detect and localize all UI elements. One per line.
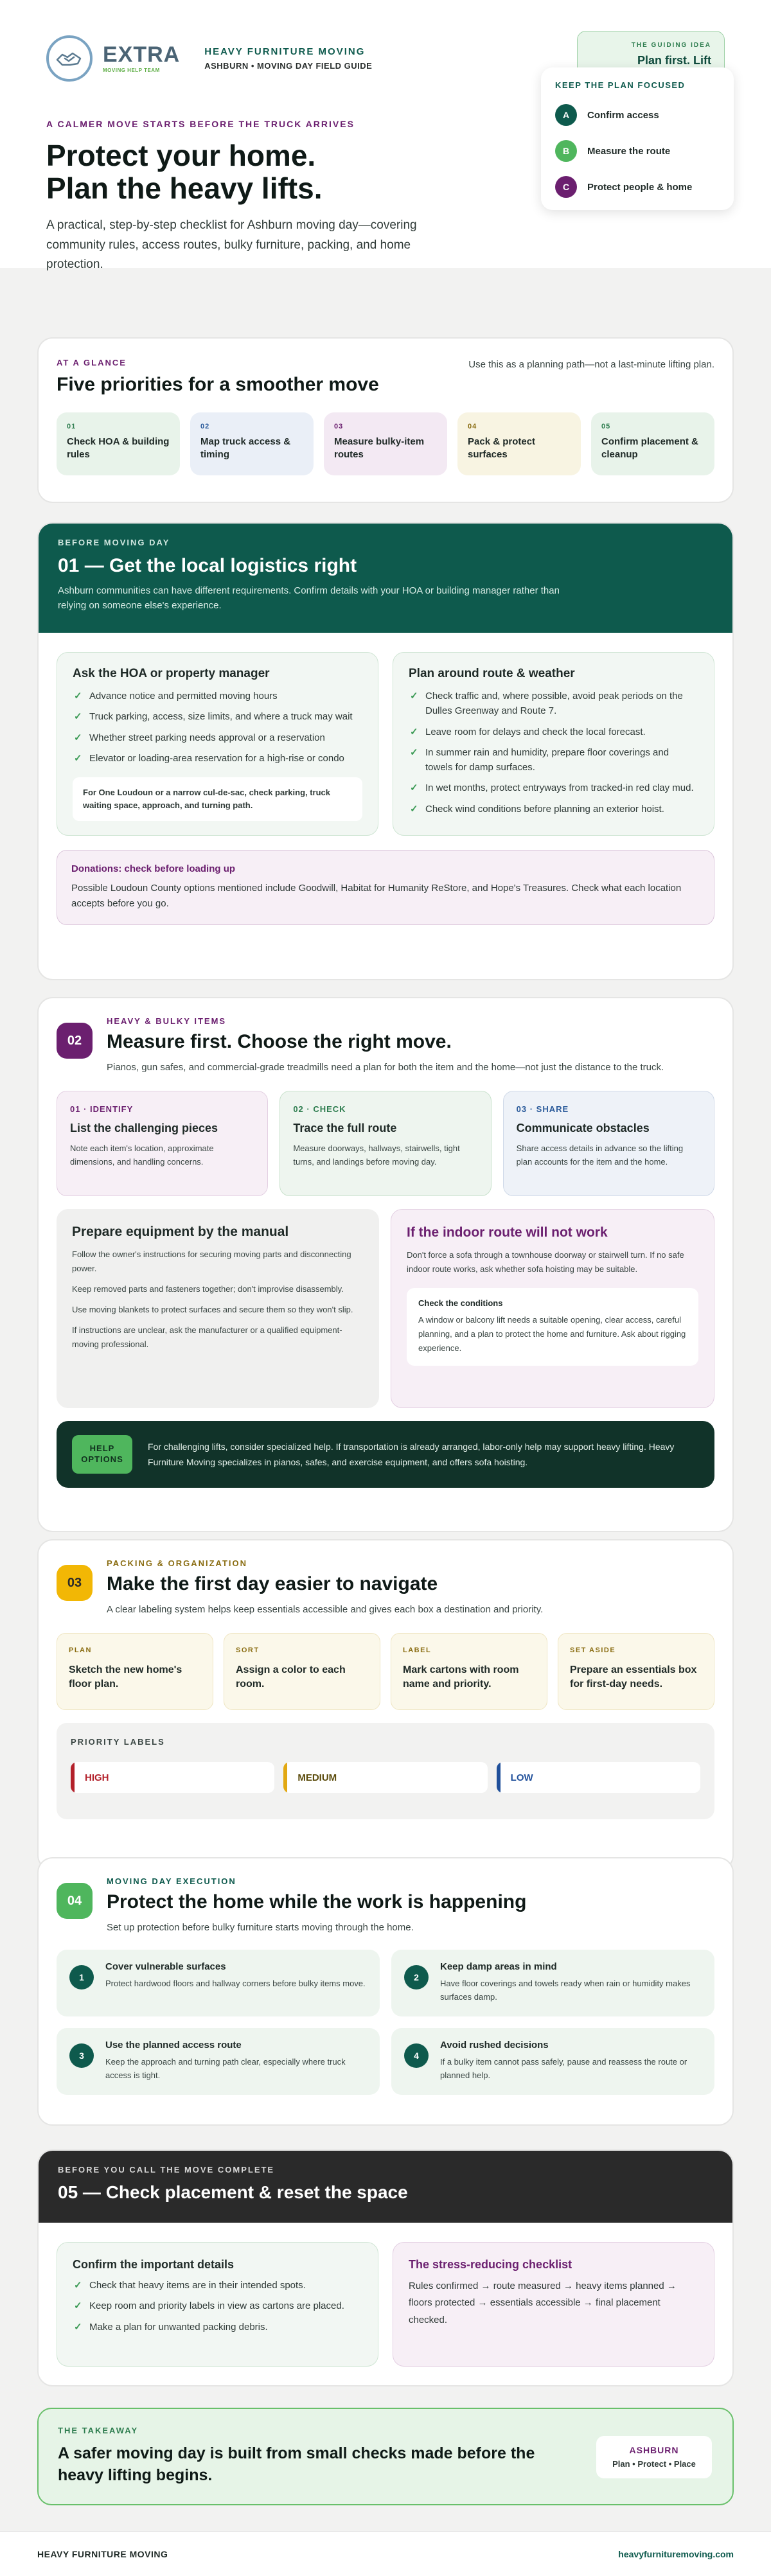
packing-card	[558, 1633, 714, 1710]
glance-card-text: Confirm placement & cleanup	[601, 436, 698, 461]
footer	[0, 2531, 771, 2576]
glance-card-number: 04	[468, 423, 477, 430]
brand-text	[204, 46, 372, 71]
takeaway-card-title: ASHBURN	[629, 2445, 679, 2455]
section-04	[37, 1857, 734, 2126]
packing-card-label: LABEL	[403, 1646, 432, 1654]
checklist-item	[409, 725, 698, 739]
takeaway-title: A safer moving day is built from small checks made before the heavy lifting begins.	[58, 2444, 535, 2484]
glance-card	[591, 412, 714, 475]
checklist-text: Make a plan for unwanted packing debris.	[89, 2321, 268, 2333]
point-text: Protect hardwood floors and hallway corners before bulky items move.	[105, 1979, 366, 1988]
footer-website-link[interactable]: heavyfurnituremoving.com	[618, 2548, 734, 2559]
equipment-indoor-row	[57, 1209, 714, 1408]
section-03	[37, 1539, 734, 1871]
priority-high	[71, 1762, 274, 1793]
packing-card-label: PLAN	[69, 1646, 92, 1654]
glance-card-text: Measure bulky-item routes	[334, 436, 425, 461]
check-icon: ✓	[74, 691, 82, 701]
glance-card-text: Check HOA & building rules	[67, 436, 170, 461]
route-weather-panel	[393, 652, 714, 836]
checklist-text: In summer rain and humidity, prepare floor coverings and towels for damp surfaces.	[425, 746, 669, 773]
point-title: Cover vulnerable surfaces	[105, 1961, 226, 1972]
section-01-intro: Ashburn communities can have different requirements. Confirm details with your HOA or building manager rather than relying on someone else's experience.	[58, 585, 560, 612]
packing-card	[57, 1633, 213, 1710]
priority-text: MEDIUM	[297, 1772, 337, 1783]
section-03-head	[57, 1558, 714, 1615]
hero-title-line2: Plan the heavy lifts.	[46, 171, 323, 205]
keep-plan-label: KEEP THE PLAN FOCUSED	[555, 80, 686, 90]
route-panel-title: Plan around route & weather	[409, 667, 575, 680]
step-text: Note each item's location, approximate dimensions, and handling concerns.	[70, 1143, 214, 1167]
hero-title	[46, 139, 509, 204]
section-04-intro: Set up protection before bulky furniture starts moving through the home.	[107, 1922, 414, 1933]
protection-points	[57, 1950, 714, 2095]
brand[interactable]	[46, 31, 372, 86]
point-title: Avoid rushed decisions	[440, 2040, 549, 2051]
section-05-eyebrow: BEFORE YOU CALL THE MOVE COMPLETE	[58, 2165, 275, 2175]
step-number: 02 · CHECK	[293, 1104, 346, 1114]
glance-card	[190, 412, 314, 475]
logo-sub: MOVING HELP TEAM	[103, 67, 160, 73]
checklist-item	[73, 2298, 362, 2313]
checklist-text: Truck parking, access, size limits, and where a truck may wait	[89, 711, 353, 723]
section-02	[37, 997, 734, 1532]
section-05	[37, 2149, 734, 2386]
conditions-box	[407, 1288, 698, 1366]
protection-point	[57, 1950, 380, 2016]
hoa-panel	[57, 652, 378, 836]
hoa-panel-title: Ask the HOA or property manager	[73, 667, 270, 680]
hero-intro: A practical, step-by-step checklist for Ashburn moving day—covering community rules, access routes, bulky furniture, packing, and home protection.	[46, 218, 417, 271]
glance-card	[57, 412, 180, 475]
point-number: 4	[404, 2043, 429, 2068]
checklist-item	[73, 751, 362, 766]
glance-card-number: 03	[334, 423, 344, 430]
keep-plan-item	[555, 176, 720, 198]
stress-checklist-panel	[393, 2242, 714, 2367]
stress-checklist-title: The stress-reducing checklist	[409, 2258, 572, 2271]
help-options-pill: HELP OPTIONS	[72, 1435, 132, 1474]
checklist-text: Check wind conditions before planning an exterior hoist.	[425, 803, 664, 815]
point-text: Have floor coverings and towels ready when rain or humidity makes surfaces damp.	[440, 1979, 691, 2002]
priority-labels-box	[57, 1723, 714, 1819]
footer-brand: HEAVY FURNITURE MOVING	[37, 2548, 168, 2559]
packing-card-text: Prepare an essentials box for first-day needs.	[570, 1664, 697, 1690]
keep-plan-card	[541, 67, 734, 210]
section-02-badge: 02	[57, 1023, 93, 1059]
keep-plan-text: Protect people & home	[587, 181, 693, 193]
stress-checklist-text: Rules confirmed → route measured → heavy items planned → floors protected → essentials accessible → final placement checked.	[409, 2280, 677, 2325]
equipment-para: Follow the owner's instructions for securing moving parts and disconnecting power.	[72, 1249, 351, 1274]
priority-row	[71, 1762, 700, 1793]
glance-card-number: 05	[601, 423, 611, 430]
section-02-intro: Pianos, gun safes, and commercial-grade treadmills need a plan for both the item and the home—not just the distance to the truck.	[107, 1062, 664, 1073]
check-icon: ✓	[74, 2300, 82, 2312]
letter-c-icon: C	[555, 176, 577, 198]
step-number: 03 · SHARE	[516, 1104, 569, 1114]
steps-row	[57, 1091, 714, 1196]
packing-card	[391, 1633, 547, 1710]
glance-card-text: Pack & protect surfaces	[468, 436, 536, 461]
logo-word: EXTRA	[103, 42, 181, 67]
checklist-item	[73, 2278, 362, 2293]
guiding-label: THE GUIDING IDEA	[631, 42, 711, 49]
point-number: 2	[404, 1965, 429, 1989]
keep-plan-item	[555, 104, 720, 126]
check-icon: ✓	[410, 726, 418, 737]
checklist-item	[73, 689, 362, 703]
glance-card-number: 01	[67, 423, 76, 430]
section-03-intro: A clear labeling system helps keep essentials accessible and gives each box a destination and priority.	[107, 1604, 544, 1615]
step-title: Trace the full route	[293, 1122, 397, 1134]
confirm-checklist	[73, 2278, 362, 2334]
equipment-para: Keep removed parts and fasteners together; don't improvise disassembly.	[72, 1284, 344, 1294]
section-01	[37, 522, 734, 980]
checklist-item	[73, 730, 362, 745]
glance-cards	[57, 412, 714, 475]
protection-point	[57, 2028, 380, 2095]
point-text: If a bulky item cannot pass safely, pause and reassess the route or planned help.	[440, 2057, 687, 2080]
logo-wordmark	[103, 44, 180, 73]
checklist-text: Leave room for delays and check the local forecast.	[425, 726, 646, 737]
step-number: 01 · IDENTIFY	[70, 1104, 134, 1114]
route-checklist	[409, 689, 698, 816]
glance-card-text: Map truck access & timing	[200, 436, 291, 461]
section-02-head	[57, 1016, 714, 1073]
checklist-item	[409, 745, 698, 775]
check-icon: ✓	[74, 2280, 82, 2291]
takeaway-card	[596, 2436, 712, 2478]
checklist-text: Check traffic and, where possible, avoid peak periods on the Dulles Greenway and Route 7.	[425, 691, 683, 717]
section-01-band	[39, 524, 732, 633]
section-04-badge: 04	[57, 1883, 93, 1919]
conditions-text: A window or balcony lift needs a suitable opening, clear access, careful planning, and a plan to protect the home and furniture. Ask about rigging experience.	[418, 1315, 686, 1354]
point-number: 3	[69, 2043, 94, 2068]
glance-section	[37, 337, 734, 503]
check-icon: ✓	[74, 711, 82, 723]
checklist-text: Elevator or loading-area reservation for a high-rise or condo	[89, 752, 344, 764]
step-card-check	[279, 1091, 491, 1196]
priority-bar	[497, 1762, 501, 1793]
priority-bar	[71, 1762, 75, 1793]
protection-point	[391, 1950, 714, 2016]
section-03-eyebrow: PACKING & ORGANIZATION	[107, 1558, 248, 1568]
keep-plan-text: Confirm access	[587, 109, 659, 121]
packing-card-text: Mark cartons with room name and priority.	[403, 1664, 519, 1690]
section-02-eyebrow: HEAVY & BULKY ITEMS	[107, 1016, 227, 1026]
section-05-band	[39, 2151, 732, 2223]
point-number: 1	[69, 1965, 94, 1989]
checklist-item	[73, 2320, 362, 2334]
section-01-title: 01 — Get the local logistics right	[58, 555, 357, 576]
glance-note: Use this as a planning path—not a last-minute lifting plan.	[468, 359, 714, 370]
checklist-text: In wet months, protect entryways from tracked-in red clay mud.	[425, 782, 694, 794]
glance-title: Five priorities for a smoother move	[57, 374, 379, 395]
section-03-badge: 03	[57, 1565, 93, 1601]
equipment-para: If instructions are unclear, ask the manufacturer or a qualified equipment-moving professional.	[72, 1325, 342, 1350]
packing-cards	[57, 1633, 714, 1710]
section-04-eyebrow: MOVING DAY EXECUTION	[107, 1876, 236, 1886]
equipment-title: Prepare equipment by the manual	[72, 1224, 289, 1239]
section-04-title: Protect the home while the work is happening	[107, 1891, 527, 1912]
check-icon: ✓	[410, 782, 418, 794]
packing-card-text: Assign a color to each room.	[236, 1664, 346, 1690]
check-icon: ✓	[74, 732, 82, 743]
hoa-note: For One Loudoun or a narrow cul-de-sac, check parking, truck waiting space, approach, and turning path.	[73, 777, 362, 821]
equipment-para: Use moving blankets to protect surfaces and secure them so they won't slip.	[72, 1305, 353, 1315]
priority-labels-title: PRIORITY LABELS	[71, 1737, 165, 1747]
donation-callout	[57, 850, 714, 925]
glance-eyebrow: AT A GLANCE	[57, 358, 127, 367]
point-title: Keep damp areas in mind	[440, 1961, 557, 1972]
section-04-head	[57, 1876, 714, 1933]
step-title: List the challenging pieces	[70, 1122, 218, 1134]
checklist-item	[73, 709, 362, 724]
priority-text: LOW	[510, 1772, 533, 1783]
hero-eyebrow: A CALMER MOVE STARTS BEFORE THE TRUCK ARRIVES	[46, 119, 355, 129]
check-icon: ✓	[74, 2321, 82, 2333]
glance-card	[324, 412, 447, 475]
glance-card	[457, 412, 581, 475]
protection-point	[391, 2028, 714, 2095]
priority-low	[497, 1762, 700, 1793]
letter-b-icon: B	[555, 140, 577, 162]
checklist-item	[409, 781, 698, 795]
packing-card-text: Sketch the new home's floor plan.	[69, 1664, 182, 1690]
conditions-title: Check the conditions	[418, 1298, 503, 1309]
priority-medium	[283, 1762, 487, 1793]
indoor-route-text: Don't force a sofa through a townhouse doorway or stairwell turn. If no safe indoor route works, ask whether sofa hoisting may be suitable.	[407, 1250, 684, 1275]
hoa-checklist	[73, 689, 362, 766]
logo-icon	[46, 35, 93, 82]
donation-text: Possible Loudoun County options mentioned include Goodwill, Habitat for Humanity ReStore, and Hope's Treasures. Check what each location accepts before you go.	[71, 883, 682, 910]
guiding-value: Plan first. Lift	[637, 54, 711, 67]
section-05-title: 05 — Check placement & reset the space	[58, 2182, 408, 2202]
section-02-title: Measure first. Choose the right move.	[107, 1031, 452, 1052]
section-05-columns	[39, 2223, 732, 2367]
step-text: Measure doorways, hallways, stairwells, tight turns, and landings before moving day.	[293, 1143, 460, 1167]
donation-title: Donations: check before loading up	[71, 863, 236, 875]
section-03-title: Make the first day easier to navigate	[107, 1573, 438, 1594]
hero	[0, 80, 771, 271]
takeaway	[37, 2408, 734, 2505]
check-icon: ✓	[410, 803, 418, 815]
check-icon: ✓	[410, 746, 418, 758]
help-options-text: For challenging lifts, consider specialized help. If transportation is already arranged, labor-only help may support heavy lifting. Heavy Furniture Moving specializes in pianos, safes, and exercise equipment, and offers sofa hoisting.	[148, 1441, 675, 1467]
point-text: Keep the approach and turning path clear, especially where truck access is tight.	[105, 2057, 346, 2080]
indoor-route-panel	[391, 1209, 714, 1408]
keep-plan-item	[555, 140, 720, 162]
step-card-share	[503, 1091, 714, 1196]
packing-card-label: SET ASIDE	[570, 1646, 616, 1654]
help-options-bar	[57, 1421, 714, 1488]
brand-line1: HEAVY FURNITURE MOVING	[204, 46, 366, 57]
step-card-identify	[57, 1091, 268, 1196]
packing-card-label: SORT	[236, 1646, 260, 1654]
section-01-columns	[39, 633, 732, 836]
takeaway-card-subtitle: Plan • Protect • Place	[612, 2459, 696, 2469]
checklist-item	[409, 689, 698, 719]
equipment-panel	[57, 1209, 379, 1408]
indoor-route-title: If the indoor route will not work	[407, 1225, 608, 1240]
checklist-text: Advance notice and permitted moving hours	[89, 691, 278, 701]
confirm-details-title: Confirm the important details	[73, 2258, 235, 2271]
packing-card	[224, 1633, 380, 1710]
takeaway-eyebrow: THE TAKEAWAY	[58, 2426, 139, 2435]
confirm-details-panel	[57, 2242, 378, 2367]
keep-plan-text: Measure the route	[587, 145, 671, 157]
priority-bar	[283, 1762, 287, 1793]
hero-title-line1: Protect your home.	[46, 139, 316, 172]
letter-a-icon: A	[555, 104, 577, 126]
priority-text: HIGH	[85, 1772, 109, 1783]
check-icon: ✓	[74, 752, 82, 764]
glance-card-number: 02	[200, 423, 210, 430]
section-01-eyebrow: BEFORE MOVING DAY	[58, 538, 170, 547]
checklist-text: Keep room and priority labels in view as cartons are placed.	[89, 2300, 344, 2312]
brand-line2: ASHBURN • MOVING DAY FIELD GUIDE	[204, 61, 373, 71]
step-text: Share access details in advance so the lifting plan accounts for the item and the home.	[516, 1143, 684, 1167]
point-title: Use the planned access route	[105, 2040, 242, 2051]
checklist-text: Whether street parking needs approval or a reservation	[89, 732, 325, 743]
step-title: Communicate obstacles	[516, 1122, 650, 1134]
checklist-text: Check that heavy items are in their intended spots.	[89, 2280, 306, 2291]
check-icon: ✓	[410, 691, 418, 701]
checklist-item	[409, 802, 698, 816]
